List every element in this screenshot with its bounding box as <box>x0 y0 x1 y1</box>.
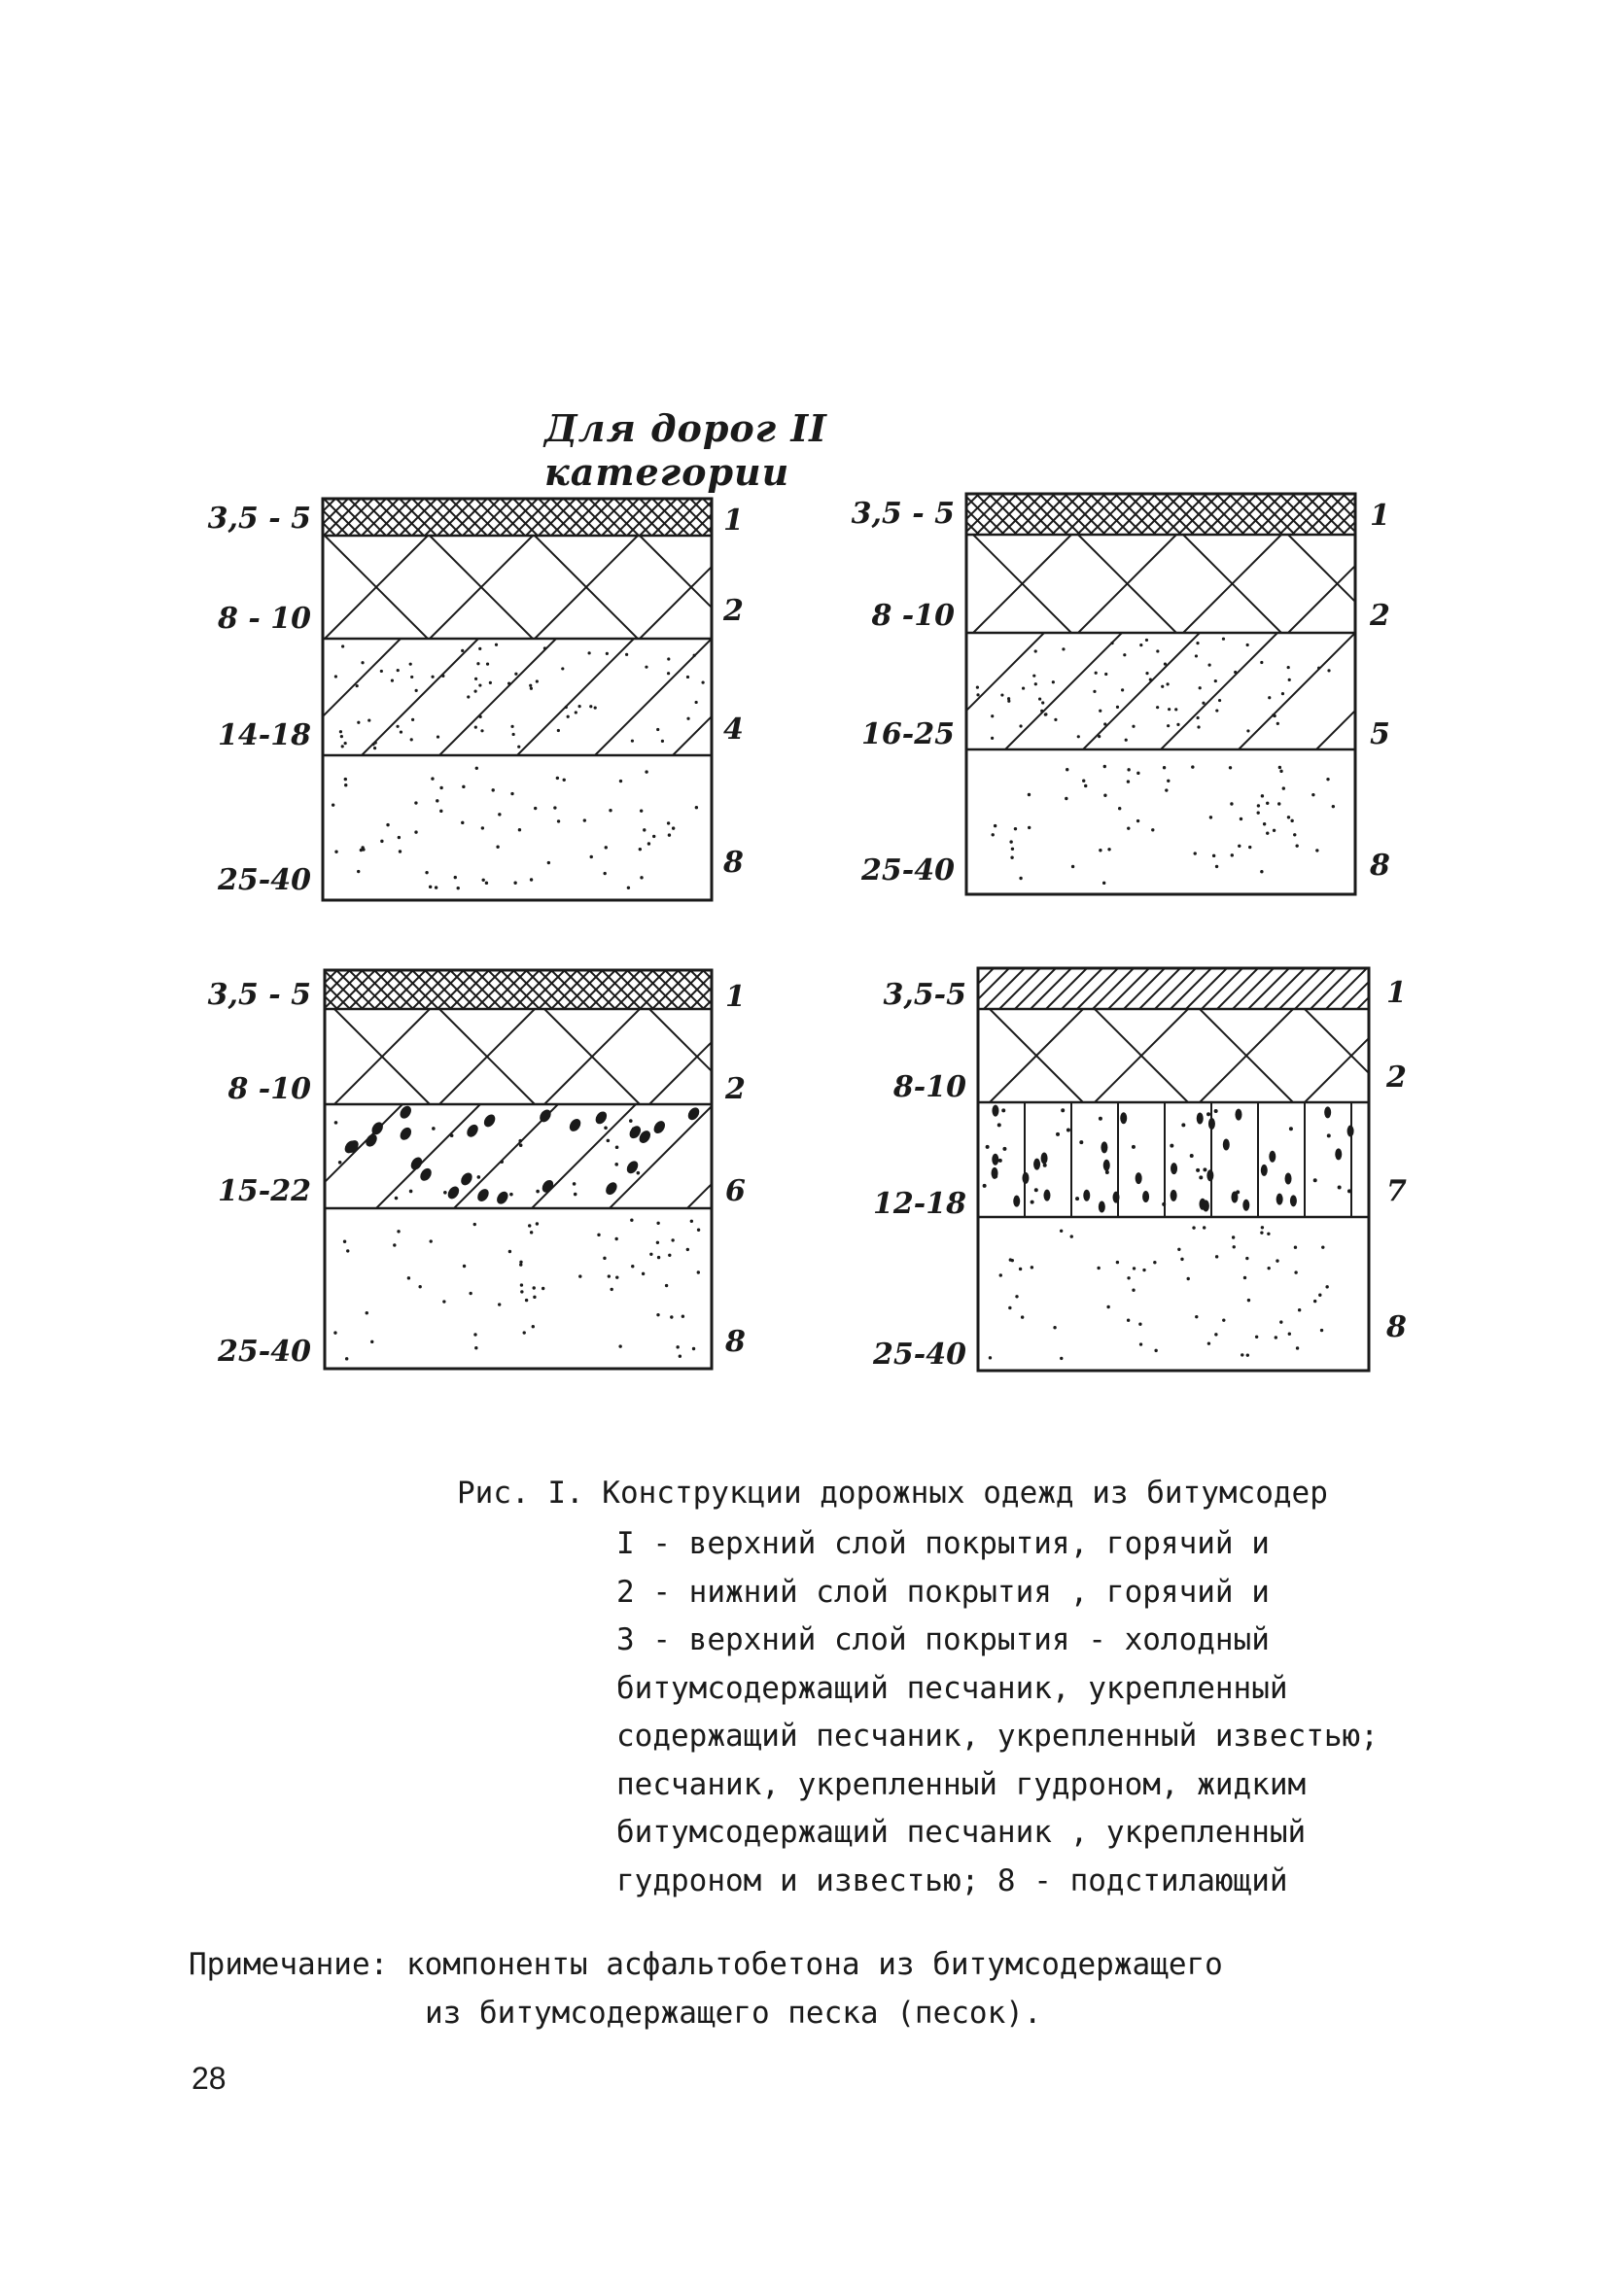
diagram-frame <box>966 494 1355 894</box>
figure-heading: Для дорог II категории <box>544 406 827 494</box>
layer-number: 8 <box>1370 849 1390 883</box>
layer-number: 8 <box>1386 1310 1407 1344</box>
thickness-label: 25-40 <box>861 853 955 887</box>
caption-line: 2 - нижний слой покрытия , горячий и <box>616 1574 1270 1610</box>
layer-dotted <box>992 765 1336 885</box>
layer-number: 2 <box>723 594 744 628</box>
thickness-label: 25-40 <box>218 863 311 897</box>
layer-number: 7 <box>1386 1174 1407 1208</box>
thickness-label: 25-40 <box>873 1338 966 1372</box>
page-number: 28 <box>192 2061 227 2096</box>
thickness-label: 3,5 - 5 <box>207 978 311 1012</box>
thickness-label: 16-25 <box>861 717 955 751</box>
layer-number: 2 <box>725 1072 746 1106</box>
layer-number: 4 <box>723 713 744 747</box>
layer-diagram-3 <box>325 970 712 1369</box>
layer-dotted <box>332 767 698 890</box>
thickness-label: 8 - 10 <box>218 602 311 636</box>
layer-number: 1 <box>1386 976 1407 1010</box>
caption-line: песчаник, укрепленный гудроном, жидким <box>616 1766 1307 1802</box>
layer-number: 2 <box>1386 1061 1407 1095</box>
thickness-label: 12-18 <box>873 1187 966 1221</box>
layer-diagram-1 <box>323 499 712 900</box>
diagram-frame <box>325 970 712 1369</box>
layer-number: 6 <box>725 1174 746 1208</box>
layer-fine-crosshatch <box>913 494 1447 535</box>
note-line: из битумсодержащего песка (песок). <box>425 1996 1042 2031</box>
layer-dotted <box>989 1226 1329 1360</box>
thickness-label: 3,5 - 5 <box>851 497 955 531</box>
layer-number: 1 <box>1370 499 1390 533</box>
caption-line: гудроном и известью; 8 - подстилающий <box>616 1862 1288 1898</box>
note <box>189 1940 1223 2037</box>
layer-diagram-2 <box>966 494 1355 894</box>
thickness-label: 8-10 <box>892 1070 966 1104</box>
thickness-label: 3,5-5 <box>883 978 966 1012</box>
layer-diagram-4 <box>978 968 1369 1371</box>
layer-number: 8 <box>723 846 744 880</box>
thickness-label: 25-40 <box>218 1335 311 1369</box>
caption-line: содержащий песчаник, укрепленный известью; <box>616 1719 1379 1754</box>
figure-caption-title: Рис. I. Конструкции дорожных одежд из битумсодер <box>457 1476 1328 1511</box>
caption-line: битумсодержащий песчаник , укрепленный <box>616 1815 1307 1850</box>
layer-cells-gravel <box>978 1102 1354 1217</box>
caption-line: 3 - верхний слой покрытия - холодный <box>616 1622 1270 1657</box>
layer-number: 2 <box>1370 599 1390 633</box>
layer-dotted <box>333 1219 700 1361</box>
thickness-label: 14-18 <box>218 718 311 752</box>
note-line: Примечание: компоненты асфальтобетона из битумсодержащего <box>189 1947 1223 1982</box>
layer-fine-crosshatch <box>273 970 792 1009</box>
layer-number: 5 <box>1370 717 1390 751</box>
thickness-label: 8 -10 <box>871 599 955 633</box>
layer-diagonal-gravel <box>221 1104 869 1208</box>
thickness-label: 8 -10 <box>227 1072 311 1106</box>
figure-caption-legend <box>616 1520 1379 1905</box>
layer-number: 1 <box>723 504 744 538</box>
caption-line: битумсодержащий песчаник, укрепленный <box>616 1670 1288 1706</box>
layer-number: 8 <box>725 1325 746 1359</box>
thickness-label: 3,5 - 5 <box>207 502 311 536</box>
thickness-label: 15-22 <box>218 1174 311 1208</box>
caption-line: I - верхний слой покрытия, горячий и <box>616 1526 1270 1561</box>
layer-number: 1 <box>725 980 746 1014</box>
